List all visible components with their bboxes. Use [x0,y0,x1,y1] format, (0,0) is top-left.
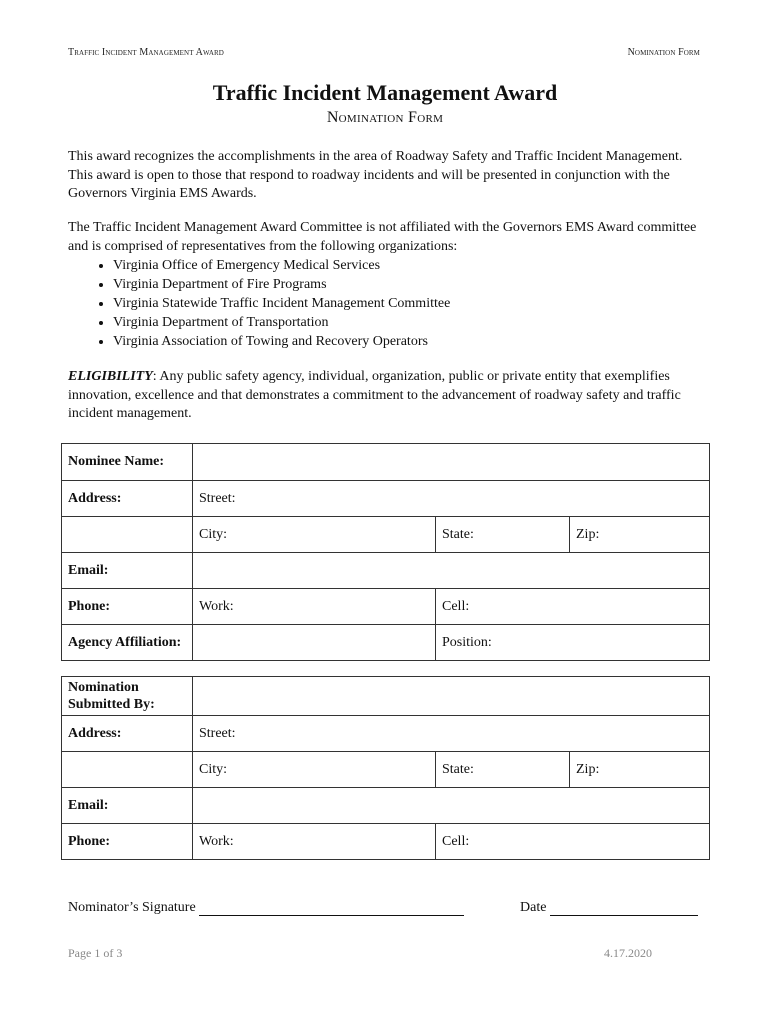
list-item: • Virginia Statewide Traffic Incident Management Committee [113,294,713,313]
submitter-name-field[interactable] [193,677,710,716]
nominee-position-field[interactable] [436,625,710,661]
state-label: State: [442,761,474,777]
nominee-name-label: Nominee Name: [62,444,193,481]
date-label: Date [520,900,547,915]
list-item: • Virginia Office of Emergency Medical Services [113,256,713,275]
nominee-email-field[interactable] [193,553,710,589]
nominee-cell-phone-field[interactable] [436,589,710,625]
eligibility-paragraph [68,368,708,424]
submitter-cell-phone-field[interactable] [436,824,710,860]
submitter-email-field[interactable] [193,788,710,824]
cell-label: Cell: [442,833,470,849]
list-item: • Virginia Department of Fire Programs [113,275,713,294]
work-label: Work: [199,598,234,614]
committee-paragraph: The Traffic Incident Management Award Committee is not affiliated with the Governors EMS Award committee and is comprised of representatives from the following organizations: [68,220,697,254]
city-label: City: [199,526,228,542]
submitter-zip-field[interactable] [570,752,710,788]
nominee-agency-field[interactable] [193,625,436,661]
submitted-by-label: Nomination Submitted By: [62,677,193,716]
nominee-address-label: Address: [62,481,193,517]
nominee-street-field[interactable] [193,481,710,517]
signature-label: Nominator’s Signature [68,900,196,915]
date-line[interactable] [550,901,698,916]
organization-list [88,256,713,351]
submitter-form-table [61,676,710,860]
position-label: Position: [442,634,492,650]
nominee-city-field[interactable] [193,517,436,553]
nominee-agency-label: Agency Affiliation: [62,625,193,661]
intro-paragraph: This award recognizes the accomplishments in the area of Roadway Safety and Traffic Incident Management. This award is open to those that respond to roadway incidents and will be presented in conjunction with the Governors Virginia EMS Awards. [68,149,683,201]
submitter-phone-label: Phone: [62,824,193,860]
submitter-state-field[interactable] [436,752,570,788]
running-header-right: Nomination Form [627,47,700,58]
state-label: State: [442,526,474,542]
nominee-work-phone-field[interactable] [193,589,436,625]
street-label: Street: [199,490,236,506]
page-subtitle: Nomination Form [326,109,444,126]
running-header-left: Traffic Incident Management Award [68,47,224,58]
page-title: Traffic Incident Management Award [212,80,558,105]
eligibility-text: : Any public safety agency, individual, organization, public or private entity that exemplifies innovation, excellence and that demonstrates a commitment to the advancement of roadway safety and traffic incident management. [68,369,681,421]
cell-label: Cell: [442,598,470,614]
eligibility-label: ELIGIBILITY [68,369,153,384]
page-number: Page 1 of 3 [68,946,123,960]
work-label: Work: [199,833,234,849]
list-item: • Virginia Department of Transportation [113,313,713,332]
footer-date: 4.17.2020 [604,946,652,960]
list-item: • Virginia Association of Towing and Recovery Operators [113,332,713,351]
date-block [520,900,698,916]
signature-block [68,900,464,916]
nominee-state-field[interactable] [436,517,570,553]
submitter-address-label: Address: [62,716,193,752]
submitter-street-field[interactable] [193,716,710,752]
city-label: City: [199,761,228,777]
signature-line[interactable] [199,901,464,916]
nominee-zip-field[interactable] [570,517,710,553]
empty-cell [62,752,193,788]
zip-label: Zip: [576,526,600,542]
zip-label: Zip: [576,761,600,777]
submitter-email-label: Email: [62,788,193,824]
submitter-city-field[interactable] [193,752,436,788]
street-label: Street: [199,725,236,741]
nominee-phone-label: Phone: [62,589,193,625]
nominee-name-field[interactable] [193,444,710,481]
empty-cell [62,517,193,553]
nominee-email-label: Email: [62,553,193,589]
submitter-work-phone-field[interactable] [193,824,436,860]
nominee-form-table [61,443,710,661]
